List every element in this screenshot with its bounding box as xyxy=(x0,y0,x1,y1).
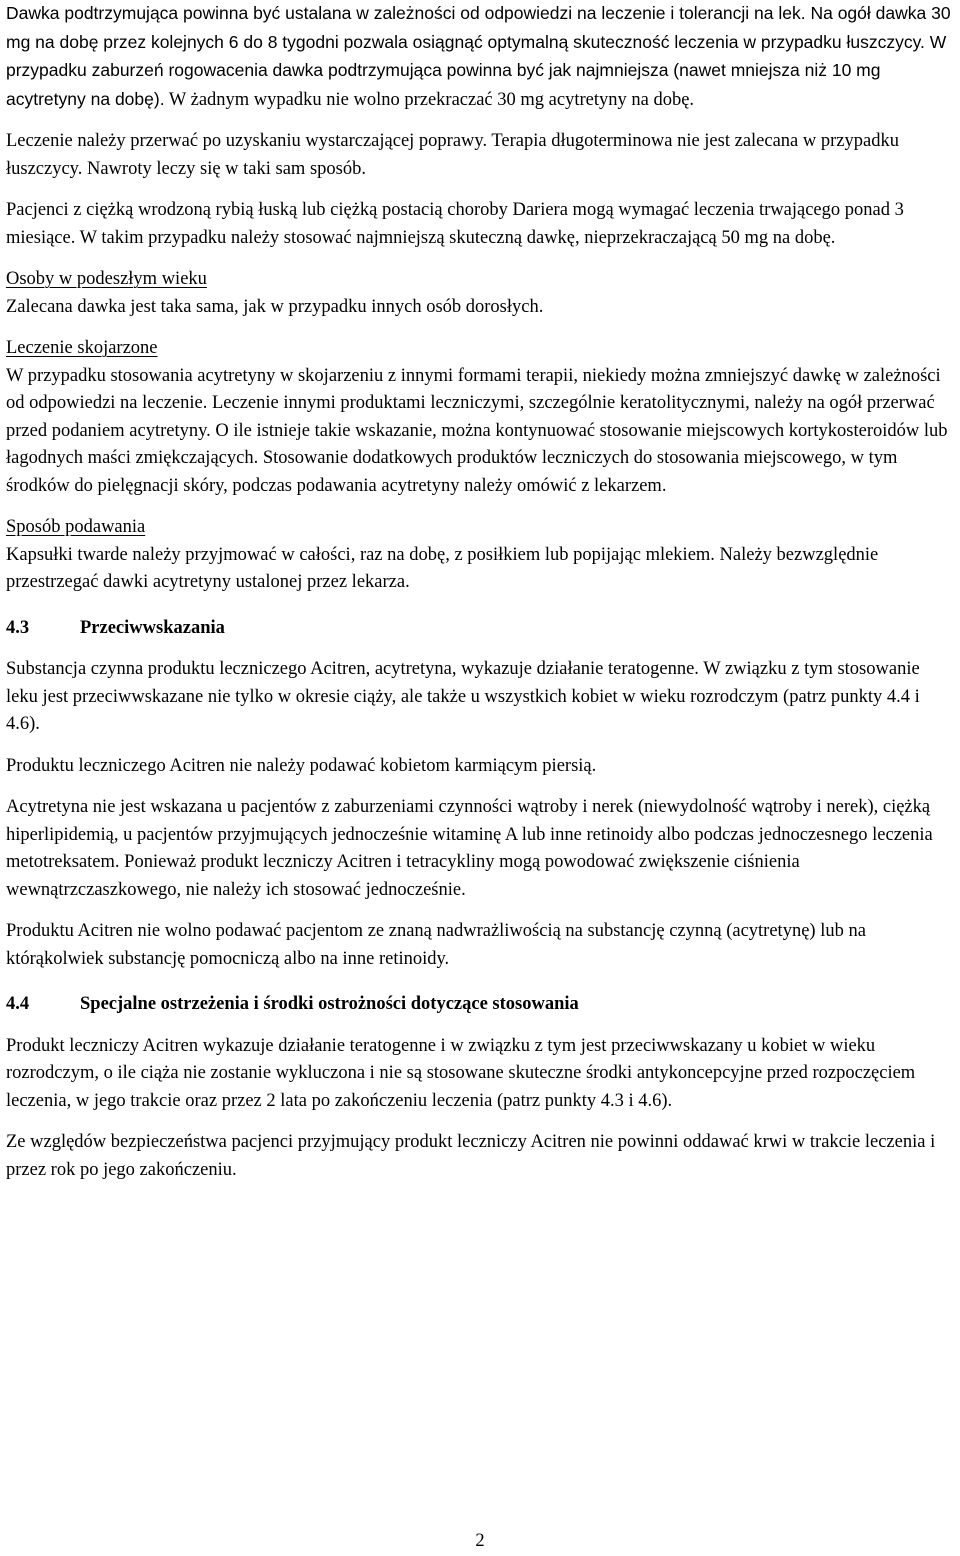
elderly-heading: Osoby w podeszłym wieku xyxy=(6,269,207,289)
section-4-4-paragraph-1: Produkt leczniczy Acitren wykazuje działanie teratogenne i w związku z tym jest przeciwwskazany u kobiet w wieku rozrodczym, o ile ciąża nie zostanie wykluczona i nie są stosowane skuteczne środki antykoncepcyjne przed rozpoczęciem leczenia, w jego trakcie oraz przez 2 lata po zakończeniu leczenia (patrz punkty 4.3 i 4.6). xyxy=(6,1035,916,1111)
administration-text: Kapsułki twarde należy przyjmować w całości, raz na dobę, z posiłkiem lub popijając mlekiem. Należy bezwzględnie przestrzegać dawki acytretyny ustalonej przez lekarza. xyxy=(6,544,879,592)
dosage-paragraph-1-middle: podtrzymująca powinna być jak najmniejsza (nawet mniejsza niż 10 mg acytretyny na dobę). xyxy=(6,60,881,109)
section-4-3-number: 4.3 xyxy=(6,617,30,638)
page-number: 2 xyxy=(475,1531,485,1551)
dosage-paragraph-1 xyxy=(6,0,954,114)
dosage-paragraph-3: Pacjenci z ciężką wrodzoną rybią łuską lub ciężką postacią choroby Dariera mogą wymagać leczenia trwającego ponad 3 miesiące. W takim przypadku należy stosować najmniejszą skuteczną dawkę, nieprzekraczającą 50 mg na dobę. xyxy=(6,200,904,248)
section-4-3-paragraph-3: Acytretyna nie jest wskazana u pacjentów z zaburzeniami czynności wątroby i nerek (niewydolność wątroby i nerek), ciężką hiperlipidemią, u pacjentów przyjmujących jednocześnie witaminę A lub inne retinoidy albo podczas jednoczesnego leczenia metotreksatem. Ponieważ produkt leczniczy Acitren i tetracykliny mogą powodować zwiększenie ciśnienia wewnątrzczaszkowego, nie należy ich stosować jednocześnie. xyxy=(6,797,933,900)
document-page xyxy=(6,0,954,1184)
dosage-paragraph-1-end: W żadnym wypadku nie wolno przekraczać 30 mg acytretyny na dobę. xyxy=(164,89,695,110)
section-4-4-paragraph-2: Ze względów bezpieczeństwa pacjenci przyjmujący produkt leczniczy Acitren nie powinni oddawać krwi w trakcie leczenia i przez rok po jego zakończeniu. xyxy=(6,1132,936,1180)
section-4-4-title: Specjalne ostrzeżenia i środki ostrożności dotyczące stosowania xyxy=(80,994,579,1014)
section-4-3-paragraph-1: Substancja czynna produktu leczniczego Acitren, acytretyna, wykazuje działanie teratogenne. W związku z tym stosowanie leku jest przeciwwskazane nie tylko w okresie ciąży, ale także u wszystkich kobiet w wieku rozrodczym (patrz punkty 4.4 i 4.6). xyxy=(6,659,920,734)
elderly-text: Zalecana dawka jest taka sama, jak w przypadku innych osób dorosłych. xyxy=(6,296,544,317)
administration-heading: Sposób podawania xyxy=(6,517,146,537)
combination-text: W przypadku stosowania acytretyny w skojarzeniu z innymi formami terapii, niekiedy można zmniejszyć dawkę w zależności od odpowiedzi na leczenie. Leczenie innymi produktami leczniczymi, szczególnie keratolitycznymi, należy na ogół przerwać przed podaniem acytretyny. O ile istnieje takie wskazanie, można kontynuować stosowanie miejscowych kortykosteroidów lub łagodnych maści zmiękczających. Stosowanie dodatkowych produktów leczniczych do stosowania miejscowego, w tym środków do pielęgnacji skóry, podczas podawania acytretyny należy omówić z lekarzem. xyxy=(6,365,948,496)
combination-heading: Leczenie skojarzone xyxy=(6,338,158,358)
section-4-3-paragraph-2: Produktu leczniczego Acitren nie należy podawać kobietom karmiącym piersią. xyxy=(6,755,597,776)
section-4-3-title: Przeciwwskazania xyxy=(80,617,225,638)
dosage-paragraph-1-start: Dawka podtrzymująca powinna być ustalana w zależności od odpowiedzi na leczenie i tolerancji na lek. Na ogół dawka 30 mg na dobę przez kolejnych 6 do 8 tygodni pozwala osiągnąć optymalną skuteczność leczenia w przypadku łuszczycy. W przypadku zaburzeń rogowacenia dawka xyxy=(6,3,951,80)
section-4-3-heading xyxy=(6,615,954,643)
section-4-4-heading xyxy=(6,991,954,1019)
section-4-4-number: 4.4 xyxy=(6,994,30,1014)
section-4-3-paragraph-4: Produktu Acitren nie wolno podawać pacjentom ze znaną nadwrażliwością na substancję czynną (acytretynę) lub na którąkolwiek substancję pomocniczą albo na inne retinoidy. xyxy=(6,921,866,969)
dosage-paragraph-2: Leczenie należy przerwać po uzyskaniu wystarczającej poprawy. Terapia długoterminowa nie jest zalecana w przypadku łuszczycy. Nawroty leczy się w taki sam sposób. xyxy=(6,131,899,179)
